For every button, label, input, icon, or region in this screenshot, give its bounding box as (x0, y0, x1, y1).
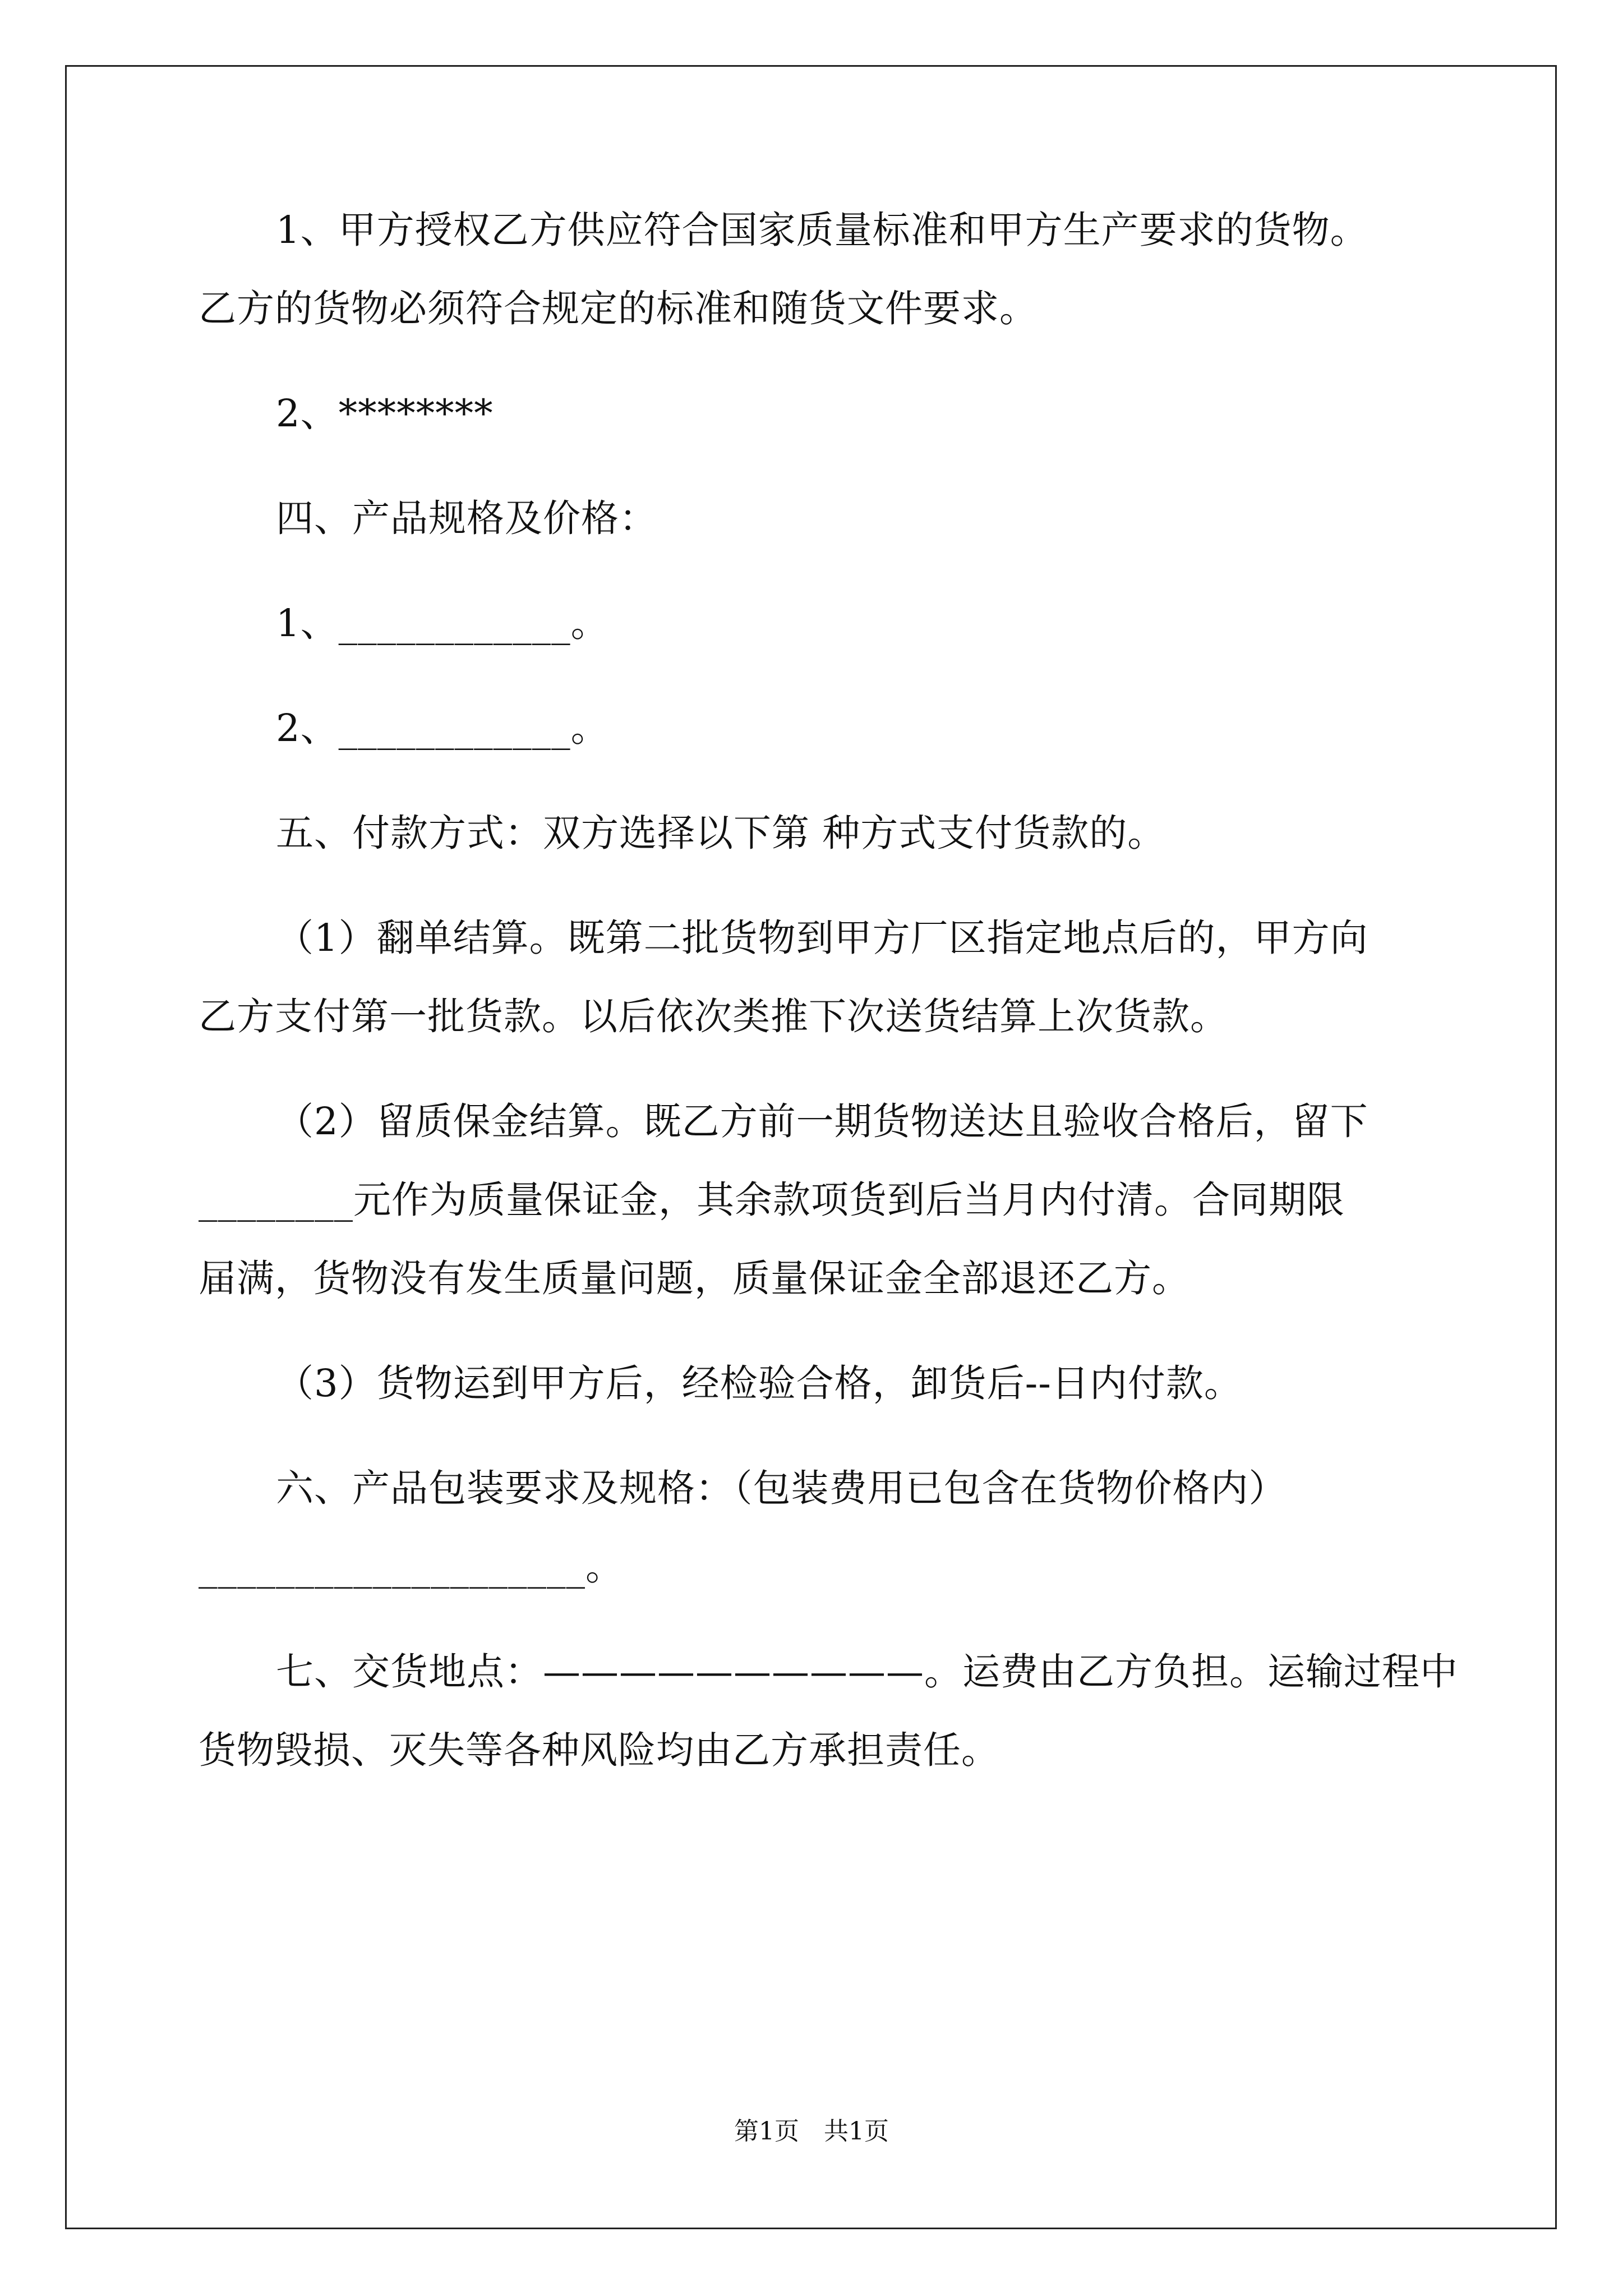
paragraph-item-2 (199, 374, 1432, 453)
paragraph-line: （3）货物运到甲方后，经检验合格，卸货后--日内付款。 (276, 1361, 1242, 1405)
paragraph-payment-option-2 (199, 1082, 1432, 1318)
paragraph-payment-option-3 (199, 1344, 1432, 1423)
document-body (199, 191, 1458, 1816)
paragraph-line: 届满，货物没有发生质量问题，质量保证金全部退还乙方。 (199, 1257, 1190, 1300)
paragraph-spec-2 (199, 689, 1432, 767)
paragraph-line: 七、交货地点：——————————。运费由乙方负担。运输过程中 (276, 1650, 1458, 1694)
paragraph-line: 2、____________。 (276, 706, 609, 750)
paragraph-authorization (199, 191, 1432, 348)
paragraph-spec-1 (199, 584, 1432, 662)
paragraph-line: （1）翻单结算。既第二批货物到甲方厂区指定地点后的，甲方向 (276, 916, 1368, 960)
page-number-footer: 第1页 共1页 (734, 2117, 889, 2146)
paragraph-line: ____________________。 (199, 1545, 624, 1589)
paragraph-line: 乙方的货物必须符合规定的标准和随货文件要求。 (199, 287, 1038, 330)
paragraph-line: 四、产品规格及价格： (276, 496, 657, 540)
paragraph-line: 2、******** (276, 392, 494, 435)
section-heading-payment (199, 794, 1432, 872)
paragraph-line: ________元作为质量保证金，其余款项货到后当月内付清。合同期限 (199, 1178, 1345, 1222)
section-heading-delivery (199, 1632, 1458, 1789)
paragraph-line: （2）留质保金结算。既乙方前一期货物送达且验收合格后，留下 (276, 1099, 1368, 1143)
paragraph-line: 1、甲方授权乙方供应符合国家质量标准和甲方生产要求的货物。 (276, 208, 1368, 252)
paragraph-payment-option-1 (199, 899, 1432, 1056)
paragraph-line: 五、付款方式：双方选择以下第 种方式支付货款的。 (276, 811, 1166, 855)
paragraph-line: 货物毁损、灭失等各种风险均由乙方承担责任。 (199, 1728, 999, 1772)
section-heading-packaging (199, 1449, 1432, 1606)
paragraph-line: 六、产品包装要求及规格：（包装费用已包含在货物价格内） (276, 1466, 1287, 1510)
paragraph-line: 1、____________。 (276, 601, 609, 645)
section-heading-specs (199, 479, 1432, 558)
paragraph-line: 乙方支付第一批货款。以后依次类推下次送货结算上次货款。 (199, 995, 1228, 1038)
